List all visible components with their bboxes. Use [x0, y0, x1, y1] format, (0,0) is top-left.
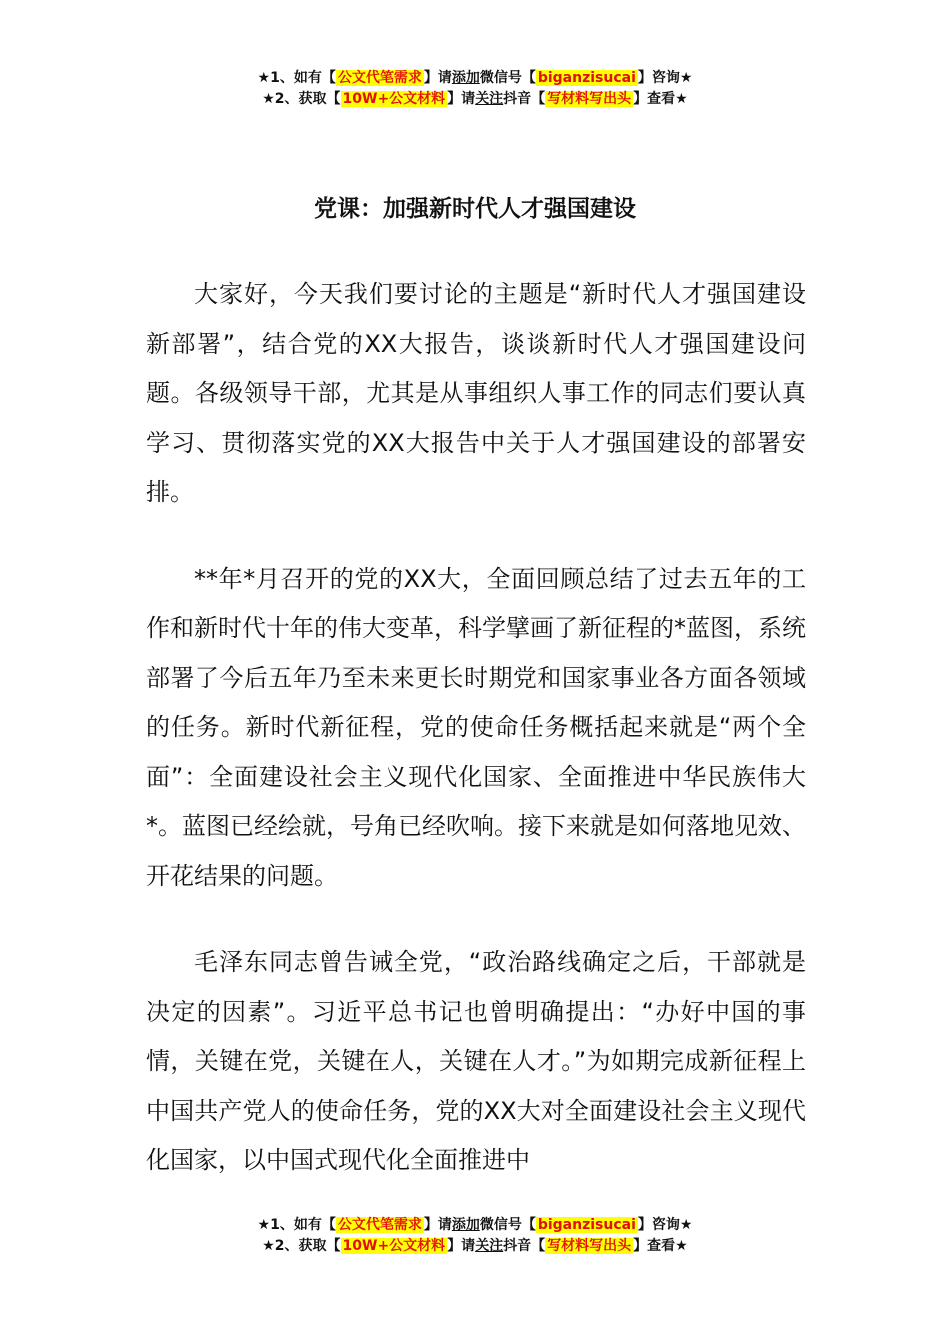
- paragraph: **年*月召开的党的XX大，全面回顾总结了过去五年的工作和新时代十年的伟大变革，科学擘画了新征程的*蓝图，系统部署了今后五年乃至未来更长时期党和国家事业各方面各领域的任务。新时代新征程，党的使命任务概括起来就是“两个全面”：全面建设社会主义现代化国家、全面推进中华民族伟大*。蓝图已经绘就，号角已经吹响。接下来就是如何落地见效、开花结果的问题。: [146, 564, 806, 890]
- banner-highlight: 公文代笔需求: [337, 70, 422, 86]
- paragraph: 大家好，今天我们要讨论的主题是“新时代人才强国建设新部署”，结合党的XX大报告，谈谈新时代人才强国建设问题。各级领导干部，尤其是从事组织人事工作的同志们要认真学习、贯彻落实党的XX大报告中关于人才强国建设的部署安排。: [146, 280, 806, 506]
- banner-text: 微信号【: [479, 1217, 536, 1233]
- banner-line-2: [0, 89, 950, 110]
- banner-text: ★2、获取【: [262, 91, 341, 107]
- header-banner: [0, 68, 950, 110]
- banner-highlight: 写材料写出头: [547, 1238, 632, 1254]
- banner-text: ★1、如有【: [257, 1217, 336, 1233]
- banner-text: ★1、如有【: [257, 70, 336, 86]
- banner-text: 】查看★: [633, 91, 688, 107]
- banner-highlight: 写材料写出头: [547, 91, 632, 107]
- banner-text: 】查看★: [633, 1238, 688, 1254]
- banner-line-1: [0, 68, 950, 89]
- banner-underline: 关注: [475, 1238, 504, 1254]
- banner-text: 】请: [447, 91, 476, 107]
- banner-highlight: biganzisucai: [537, 70, 636, 86]
- banner-highlight: 公文代笔需求: [337, 1217, 422, 1233]
- banner-highlight: 10W+公文材料: [342, 1238, 446, 1254]
- banner-underline: 添加: [451, 70, 480, 86]
- banner-underline: 关注: [475, 91, 504, 107]
- banner-line-2: [0, 1236, 950, 1257]
- banner-text: 】请: [423, 1217, 452, 1233]
- banner-text: 抖音【: [503, 1238, 546, 1254]
- banner-highlight: 10W+公文材料: [342, 91, 446, 107]
- banner-text: ★2、获取【: [262, 1238, 341, 1254]
- footer-banner: [0, 1215, 950, 1257]
- banner-text: 】咨询★: [637, 70, 693, 86]
- banner-highlight: biganzisucai: [537, 1217, 636, 1233]
- banner-underline: 添加: [451, 1217, 480, 1233]
- banner-text: 微信号【: [479, 70, 536, 86]
- banner-text: 】请: [423, 70, 452, 86]
- banner-text: 】请: [447, 1238, 476, 1254]
- banner-line-1: [0, 1215, 950, 1236]
- banner-text: 抖音【: [503, 91, 546, 107]
- document-body: [146, 270, 806, 1223]
- banner-text: 】咨询★: [637, 1217, 693, 1233]
- paragraph: 毛泽东同志曾告诫全党，“政治路线确定之后，干部就是决定的因素”。习近平总书记也曾明确提出：“办好中国的事情，关键在党，关键在人，关键在人才。”为如期完成新征程上中国共产党人的使命任务，党的XX大对全面建设社会主义现代化国家，以中国式现代化全面推进中: [146, 948, 806, 1174]
- document-title: 党课：加强新时代人才强国建设: [314, 196, 636, 222]
